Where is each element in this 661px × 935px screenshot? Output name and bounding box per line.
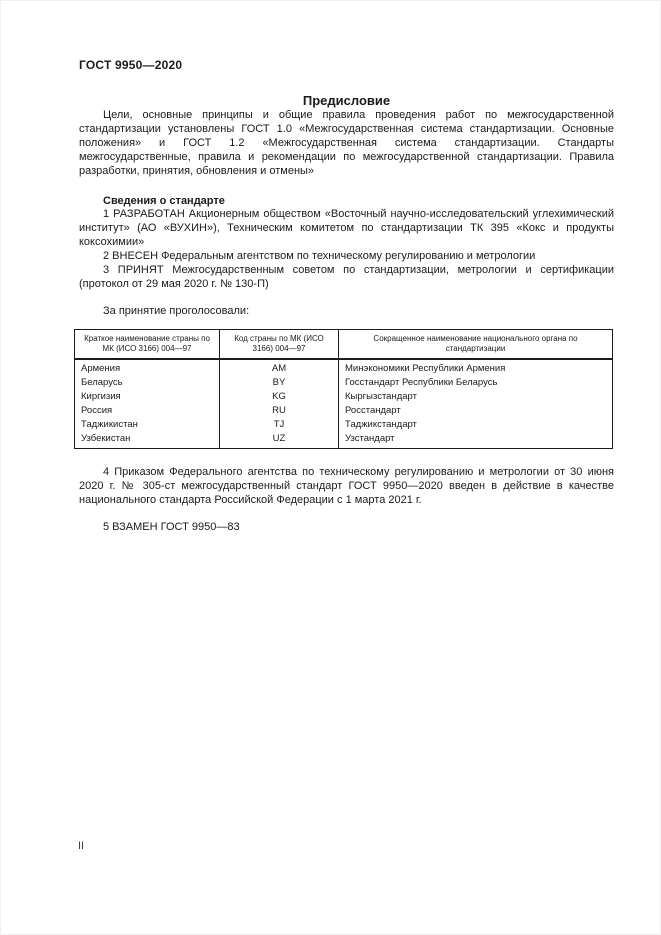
clause-2-submitted: 2 ВНЕСЕН Федеральным агентством по техническому регулированию и метрологии — [103, 250, 536, 262]
code-cell: BY — [220, 376, 339, 390]
table-row — [75, 376, 613, 390]
country-cell: Таджикистан — [75, 418, 220, 432]
clause-1-developed: 1 РАЗРАБОТАН Акционерным обществом «Восточный научно-исследовательский углехимический институт» (АО «ВУХИН»), Техническим комитетом по стандартизации ТК 395 «Кокс и продукты коксохимии» — [79, 208, 614, 248]
table-row — [75, 359, 613, 376]
national-body-cell: Таджикстандарт — [339, 418, 613, 432]
column-header-country-code: Код страны по МК (ИСО 3166) 004—97 — [220, 330, 339, 360]
standard-number: ГОСТ 9950—2020 — [79, 58, 183, 72]
national-body-cell: Кыргызстандарт — [339, 390, 613, 404]
country-cell: Беларусь — [75, 376, 220, 390]
code-cell: RU — [220, 404, 339, 418]
national-body-cell: Узстандарт — [339, 432, 613, 449]
code-cell: TJ — [220, 418, 339, 432]
standard-info-heading: Сведения о стандарте — [103, 195, 225, 207]
column-header-country: Краткое наименование страны по МК (ИСО 3166) 004—97 — [75, 330, 220, 360]
country-cell: Узбекистан — [75, 432, 220, 449]
country-cell: Киргизия — [75, 390, 220, 404]
national-body-cell: Росстандарт — [339, 404, 613, 418]
code-cell: KG — [220, 390, 339, 404]
code-cell: UZ — [220, 432, 339, 449]
page-number: II — [78, 840, 85, 852]
table-row — [75, 432, 613, 449]
code-cell: AM — [220, 359, 339, 376]
national-body-cell: Госстандарт Республики Беларусь — [339, 376, 613, 390]
national-body-cell: Минэкономики Республики Армения — [339, 359, 613, 376]
page-title: Предисловие — [302, 93, 391, 108]
country-cell: Армения — [75, 359, 220, 376]
page-content — [79, 1, 614, 534]
table-row — [75, 404, 613, 418]
table-row — [75, 390, 613, 404]
column-header-national-body: Сокращенное наименование национального органа по стандартизации — [339, 330, 613, 360]
clause-3-adopted: 3 ПРИНЯТ Межгосударственным советом по стандартизации, метрологии и сертификации (протокол от 29 мая 2020 г. № 130-П) — [79, 264, 614, 290]
clause-4-enacted: 4 Приказом Федерального агентства по техническому регулированию и метрологии от 30 июня 2020 г. № 305-ст межгосударственный стандарт ГОСТ 9950—2020 введен в действие в качестве национального стандарта Российской Федерации с 1 марта 2021 г. — [79, 466, 614, 506]
intro-paragraph: Цели, основные принципы и общие правила проведения работ по межгосударственной стандартизации установлены ГОСТ 1.0 «Межгосударственная система стандартизации. Основные положения» и ГОСТ 1.2 «Межгосударственная система стандартизации. Стандарты межгосударственные, правила и рекомендации по межгосударственной стандартизации. Правила разработки, принятия, обновления и отмены» — [79, 109, 614, 177]
voting-table — [74, 329, 613, 449]
table-row — [75, 418, 613, 432]
clause-5-replaces: 5 ВЗАМЕН ГОСТ 9950—83 — [103, 521, 240, 533]
voting-table-header — [75, 330, 613, 360]
country-cell: Россия — [75, 404, 220, 418]
vote-caption: За принятие проголосовали: — [103, 305, 250, 317]
